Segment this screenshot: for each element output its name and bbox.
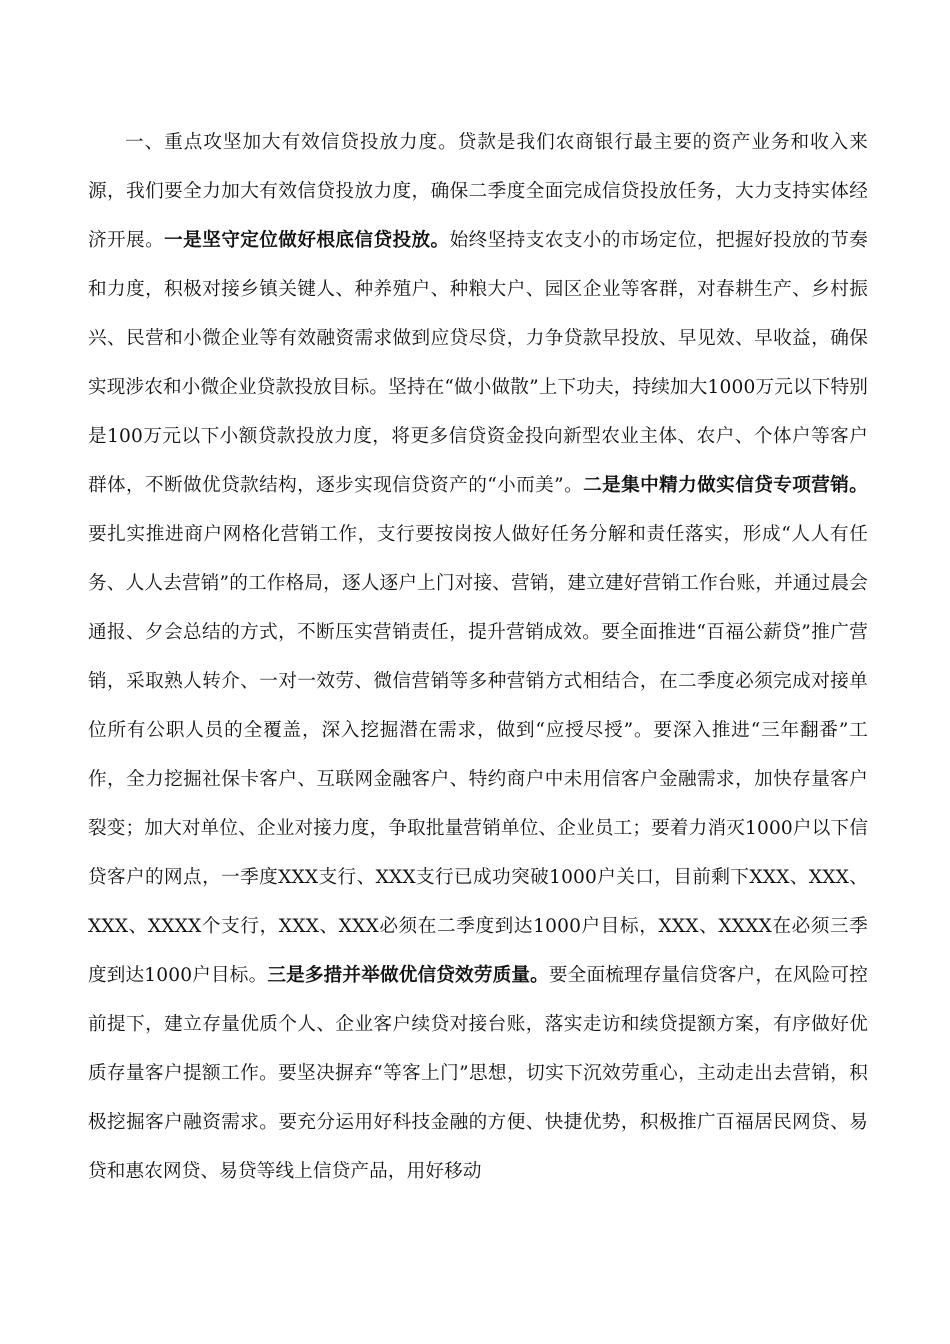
- bold-heading-3: 三是多措并举做优信贷效劳质量。: [267, 965, 549, 986]
- bold-heading-1: 一是坚守定位做好根底信贷投放。: [164, 230, 450, 251]
- section-3-text: 要全面梳理存量信贷客户，在风险可控前提下，建立存量优质个人、企业客户续贷对接台账，落实走访和续贷提额方案，有序做好优质存量客户提额工作。要坚决摒弃“等客上门”思想，切实下沉效劳重心，主动走出去营销，积极挖掘客户融资需求。要充分运用好科技金融的方便、快捷优势，积极推广百福居民网贷、易贷和惠农网贷、易贷等线上信贷产品，用好移动: [88, 965, 868, 1182]
- bold-heading-2: 二是集中精力做实信贷专项营销。: [583, 475, 868, 496]
- section-2-text: 要扎实推进商户网格化营销工作，支行要按岗按人做好任务分解和责任落实，形成“人人有任务、人人去营销”的工作格局，逐人逐户上门对接、营销，建立建好营销工作台账，并通过晨会通报、夕会总结的方式，不断压实营销责任，提升营销成效。要全面推进“百福公薪贷”推广营销，采取熟人转介、一对一效劳、微信营销等多种营销方式相结合，在二季度必须完成对接单位所有公职人员的全覆盖，深入挖掘潜在需求，做到“应授尽授”。要深入推进“三年翻番”工作，全力挖掘社保卡客户、互联网金融客户、特约商户中未用信客户金融需求，加快存量客户裂变；加大对单位、企业对接力度，争取批量营销单位、企业员工；要着力消灭1000户以下信贷客户的网点，一季度XXX支行、XXX支行已成功突破1000户关口，目前剩下XXX、XXX、XXX、XXXX个支行，XXX、XXX必须在二季度到达1000户目标，XXX、XXXX在必须三季度到达1000户目标。: [88, 524, 868, 986]
- intro-sentence: 一、重点攻坚加大有效信贷投放力度。贷款是我们农商银行最主要的资产业务和收入来源，我们要全力加大有效信贷投放力度，确保二季度全面完成信贷投放任务，大力支持实体经济开展。: [88, 132, 868, 251]
- section-1-text: 始终坚持支农支小的市场定位，把握好投放的节奏和力度，积极对接乡镇关键人、种养殖户、种粮大户、园区企业等客群，对春耕生产、乡村振兴、民营和小微企业等有效融资需求做到应贷尽贷，力争贷款早投放、早见效、早收益，确保实现涉农和小微企业贷款投放目标。坚持在“做小做散”上下功夫，持续加大1000万元以下特别是100万元以下小额贷款投放力度，将更多信贷资金投向新型农业主体、农户、个体户等客户群体，不断做优贷款结构，逐步实现信贷资产的“小而美”。: [88, 230, 868, 496]
- body-paragraph: [88, 118, 868, 1196]
